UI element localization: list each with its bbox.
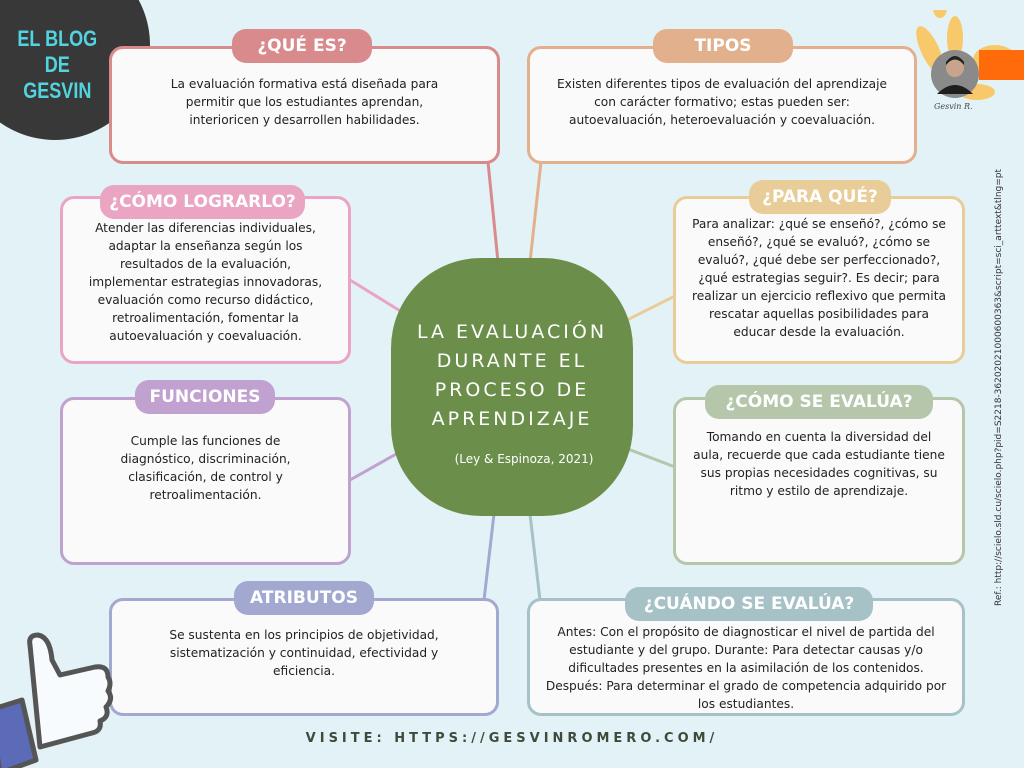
card-funciones: [60, 397, 351, 565]
author-signature: Gesvin R.: [934, 102, 973, 111]
center-title: [391, 318, 633, 434]
reference-link[interactable]: Ref.: http://scielo.sld.cu/scielo.php?pid=S2218-36202021000600363&script=sci_arttext&tlng=pt: [994, 168, 1004, 606]
blog-title-line2: GESVIN: [23, 78, 92, 103]
card-atributos: [109, 598, 499, 716]
card-como-lograrlo-text: Atender las diferencias individuales, adaptar la enseñanza según los resultados de la evaluación, implementar estrategias innovadoras, evaluación como recurso didáctico, retroalimentación, fomentar la autoevaluación y coevaluación.: [88, 221, 323, 343]
footer-visit-link[interactable]: VISITE: HTTPS://GESVINROMERO.COM/: [305, 731, 719, 746]
center-node: [391, 258, 633, 516]
pill-como-se-evalua: ¿CÓMO SE EVALÚA?: [705, 385, 933, 419]
card-como-se-evalua-text: Tomando en cuenta la diversidad del aula, recuerde que cada estudiante tiene sus propias necesidades cognitivas, su ritmo y estilo de aprendizaje.: [693, 430, 945, 498]
pill-tipos: TIPOS: [653, 29, 793, 63]
card-como-lograrlo: [60, 196, 351, 364]
center-title-line: DURANTE EL: [436, 350, 588, 372]
card-que-es: [109, 46, 500, 164]
card-funciones-text: Cumple las funciones de diagnóstico, discriminación, clasificación, de control y retroalimentación.: [120, 434, 291, 502]
blog-title-line1: EL BLOG DE: [17, 26, 98, 77]
connector-tipos: [530, 162, 541, 262]
card-tipos: [527, 46, 917, 164]
connector-cuando-se-evalua: [530, 514, 540, 600]
pill-funciones: FUNCIONES: [135, 380, 275, 414]
card-que-es-text: La evaluación formativa está diseñada para permitir que los estudiantes aprendan, interioricen y desarrollen habilidades.: [170, 77, 439, 127]
pill-para-que: ¿PARA QUÉ?: [749, 180, 891, 214]
pill-cuando-se-evalua: ¿CUÁNDO SE EVALÚA?: [625, 587, 873, 621]
blog-title: [4, 26, 111, 104]
card-como-se-evalua: [673, 397, 965, 565]
center-citation: (Ley & Espinoza, 2021): [454, 452, 594, 466]
card-cuando-se-evalua-text: Antes: Con el propósito de diagnosticar el nivel de partida del estudiante y del grupo. Durante: Para detectar causas y/o dificultades presentes en la asimilación de los contenidos. Después: Para determinar el grado de competencia adquirido por los estudiantes.: [545, 625, 947, 711]
pill-atributos: ATRIBUTOS: [234, 581, 374, 615]
card-atributos-text: Se sustenta en los principios de objetividad, sistematización y continuidad, efectividad y eficiencia.: [169, 628, 439, 678]
pill-que-es: ¿QUÉ ES?: [232, 29, 372, 63]
connector-como-se-evalua: [628, 449, 675, 467]
center-title-line: APRENDIZAJE: [431, 408, 593, 430]
connector-como-lograrlo: [350, 280, 402, 312]
card-para-que-text: Para analizar: ¿qué se enseñó?, ¿cómo se enseñó?, ¿qué se evaluó?, ¿cómo se evaluó?, ¿qué debe ser perfeccionado?, ¿qué estrategias seguir?. Es decir; para realizar un ejercicio reflexivo que permita rescatar aquellas posibilidades para educar desde la evaluación.: [692, 217, 946, 339]
connector-que-es: [488, 162, 498, 262]
connector-atributos: [484, 514, 494, 600]
center-title-line: LA EVALUACIÓN: [416, 321, 608, 343]
center-title-line: PROCESO DE: [434, 379, 590, 401]
card-tipos-text: Existen diferentes tipos de evaluación del aprendizaje con carácter formativo; estas pueden ser: autoevaluación, heteroevaluación y coevaluación.: [556, 77, 888, 127]
card-para-que: [673, 196, 965, 364]
pill-como-lograrlo: ¿CÓMO LOGRARLO?: [100, 185, 305, 219]
